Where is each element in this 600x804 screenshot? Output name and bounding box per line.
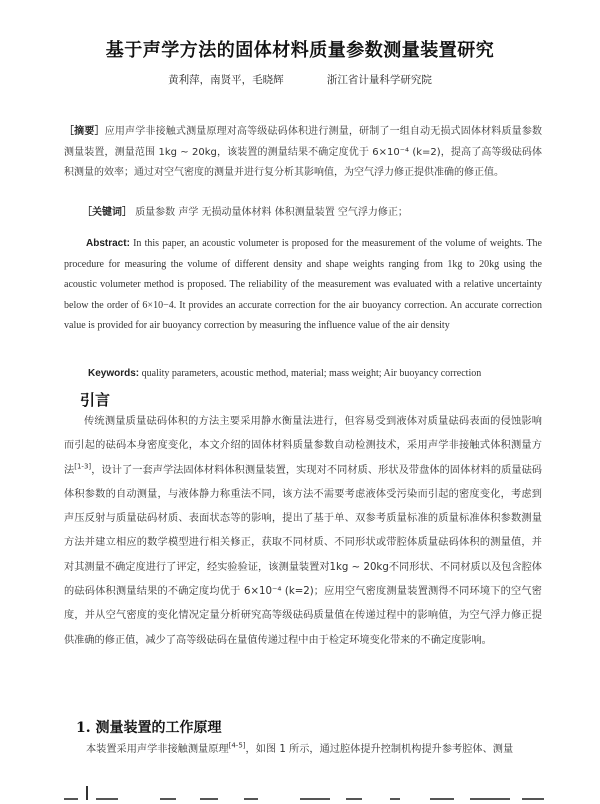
abstract-zh: [64, 122, 542, 184]
footer-mark: [390, 798, 400, 800]
intro-text-part1: 传统测量质量砝码体积的方法主要采用静水衡量法进行，但容易受到液体对质量砝码表面的侵蚀影响而引起的砝码本身密度变化，本文介绍的固体材料质量参数自动检测技术，采用声学非接触式体积测量方法: [64, 416, 542, 476]
keywords-en: [88, 366, 548, 382]
keywords-en-text: quality parameters, acoustic method, material; mass weight; Air buoyancy correction: [141, 368, 482, 379]
abstract-en-label: Abstract:: [86, 238, 130, 249]
section1-citation: [4-5]: [228, 741, 246, 750]
abstract-zh-text: 应用声学非接触式测量原理对高等级砝码体积进行测量，研制了一组自动无损式固体材料质量参数测量装置，测量范围 1kg ~ 20kg，该装置的测量结果不确定度优于 6×10⁻⁴ (k=2)，提高了高等级砝码体积测量的效率；通过对空气密度的测量并进行复分析其影响值，为空气浮力修正提供准确的修正值。: [64, 126, 543, 178]
footer-mark: [64, 798, 78, 800]
intro-paragraph: [64, 410, 542, 653]
keywords-zh-label: ［关键词］: [82, 207, 132, 218]
intro-heading: 引言: [80, 391, 111, 409]
keywords-en-label: Keywords:: [88, 368, 140, 379]
footer-mark: [300, 798, 330, 800]
abstract-en: [64, 234, 542, 337]
section1-heading: 1. 测量装置的工作原理: [76, 720, 222, 736]
author-names: 黄利萍，南贤平，毛晓辉: [168, 74, 284, 86]
scan-footer-marks: [0, 786, 600, 804]
author-institution: 浙江省计量科学研究院: [326, 74, 432, 86]
section1-text-part1: 本装置采用声学非接触测量原理: [86, 744, 229, 755]
footer-mark: [244, 798, 258, 800]
section1-paragraph: [64, 740, 542, 762]
footer-mark: [430, 798, 454, 800]
intro-text-part2: ，设计了一套声学法固体材料体积测量装置，实现对不同材质、形状及带盘体的固体材料的质量砝码体积参数的自动测量，与液体静力称重法不同，该方法不需要考虑液体受污染而引起的密度变化，考虑到声压反射与质量砝码材质、表面状态等的影响，提出了基于单、双参考质量标准的质量标准体积参数测量方法并建立相应的数学模型进行相关修正，获取不同材质、不同形状或带腔体质量砝码体积的测量值，并对其测量不确定度进行了评定，经实验验证，该测量装置对1kg ~ 20kg不同形状、不同材质以及包含腔体的砝码体积测量结果的不确定度均优于 6×10⁻⁴ (k=2)；应用空气密度测量装置测得不同环境下的空气密度，并从空气密度的变化情况定量分析研究高等级砝码质量值在传递过程中的影响值，为空气浮力修正提供准确的修正值，减少了高等级砝码在量值传递过程中由于检定环境变化带来的不确定度影响。: [64, 464, 542, 646]
paper-title: 基于声学方法的固体材料质量参数测量装置研究: [105, 40, 495, 61]
abstract-en-text: In this paper, an acoustic volumeter is proposed for the measurement of the volume of weights. The procedure for measuring the volume of different density and shape weights ranging from 1kg to 20kg using the acoustic volumeter method is proposed. The reliability of the measurement was evaluated with a relative uncertainty below the order of 6×10−4. It provides an accurate correction for the air buoyancy correction. An accurate correction value is provided for air buoyancy correction by measuring the influence value of the air density: [64, 238, 542, 332]
keywords-zh: [82, 205, 542, 221]
footer-mark: [346, 798, 362, 800]
intro-citation: [1-3]: [74, 462, 92, 471]
section1-text-part2: ，如图 1 所示，通过腔体提升控制机构提升参考腔体、测量: [245, 744, 514, 755]
footer-mark: [522, 798, 544, 800]
footer-mark: [160, 798, 176, 800]
author-line: [0, 72, 600, 87]
abstract-zh-label: ［摘要］: [64, 126, 105, 137]
footer-mark: [470, 798, 510, 800]
footer-mark: [200, 798, 218, 800]
footer-mark: [86, 786, 88, 800]
keywords-zh-text: 质量参数 声学 无损动量体材料 体积测量装置 空气浮力修正；: [135, 207, 408, 218]
footer-mark: [96, 798, 118, 800]
